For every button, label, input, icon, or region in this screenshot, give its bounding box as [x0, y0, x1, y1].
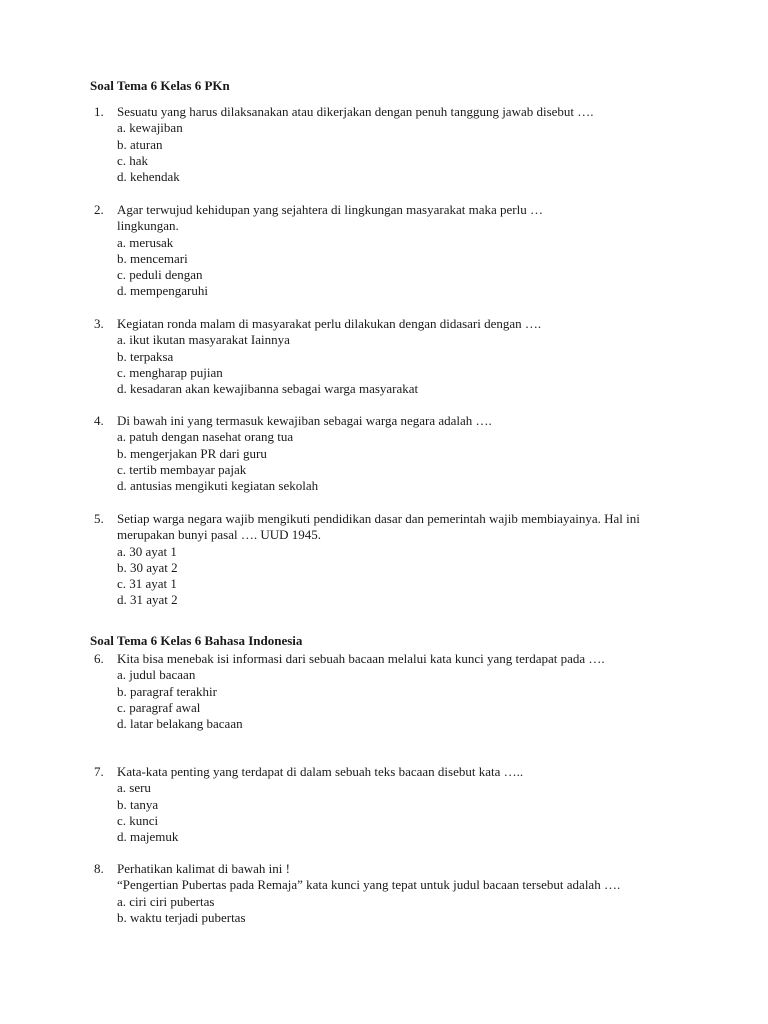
- option-d: d. majemuk: [117, 829, 179, 845]
- option-a: a. patuh dengan nasehat orang tua: [117, 429, 294, 445]
- option-a: a. 30 ayat 1: [117, 543, 177, 559]
- option-c: c. peduli dengan: [117, 267, 203, 283]
- option-d: d. latar belakang bacaan: [117, 716, 243, 732]
- option-b: b. mengerjakan PR dari guru: [117, 445, 267, 461]
- question-number: 3.: [94, 316, 104, 331]
- question-text: Agar terwujud kehidupan yang sejahtera di lingkungan masyarakat maka perlu … lingkungan.: [117, 202, 543, 234]
- question-text: Sesuatu yang harus dilaksanakan atau dikerjakan dengan penuh tanggung jawab disebut ….: [117, 104, 594, 119]
- option-a: a. judul bacaan: [117, 667, 196, 683]
- question-number: 6.: [94, 651, 104, 666]
- option-d: d. antusias mengikuti kegiatan sekolah: [117, 478, 319, 494]
- question-number: 8.: [94, 861, 104, 876]
- question-text: Perhatikan kalimat di bawah ini !: [117, 861, 290, 876]
- question-number: 1.: [94, 104, 104, 119]
- question-2: [94, 202, 694, 300]
- option-a: a. kewajiban: [117, 120, 183, 136]
- option-d: d. kesadaran akan kewajibanna sebagai warga masyarakat: [117, 381, 419, 397]
- option-c: c. tertib membayar pajak: [117, 461, 247, 477]
- section-title-pkn: Soal Tema 6 Kelas 6 PKn: [90, 78, 230, 93]
- question-number: 7.: [94, 764, 104, 779]
- option-b: b. aturan: [117, 136, 163, 152]
- question-text: Kata-kata penting yang terdapat di dalam sebuah teks bacaan disebut kata …..: [117, 764, 524, 779]
- option-a: a. merusak: [117, 234, 174, 250]
- question-8: [94, 861, 694, 926]
- question-3: [94, 316, 694, 397]
- question-text: Kita bisa menebak isi informasi dari sebuah bacaan melalui kata kunci yang terdapat pada ….: [117, 651, 605, 666]
- option-b: b. mencemari: [117, 250, 188, 266]
- option-c: c. paragraf awal: [117, 699, 201, 715]
- option-c: c. mengharap pujian: [117, 364, 223, 380]
- question-number: 4.: [94, 413, 104, 428]
- option-c: c. kunci: [117, 812, 159, 828]
- question-text: Di bawah ini yang termasuk kewajiban sebagai warga negara adalah ….: [117, 413, 492, 428]
- option-a: a. ciri ciri pubertas: [117, 893, 215, 909]
- question-text: Kegiatan ronda malam di masyarakat perlu dilakukan dengan didasari dengan ….: [117, 316, 542, 331]
- section-title-bahasa-indonesia: Soal Tema 6 Kelas 6 Bahasa Indonesia: [90, 633, 303, 648]
- option-b: b. paragraf terakhir: [117, 683, 217, 699]
- question-text: Setiap warga negara wajib mengikuti pendidikan dasar dan pemerintah wajib membiayainya. Hal ini merupakan bunyi pasal …. UUD 1945.: [117, 511, 640, 543]
- option-c: c. 31 ayat 1: [117, 576, 177, 592]
- option-b: b. waktu terjadi pubertas: [117, 909, 246, 925]
- option-b: b. 30 ayat 2: [117, 559, 178, 575]
- question-1: [94, 104, 694, 185]
- option-d: d. kehendak: [117, 169, 180, 185]
- question-6: [94, 651, 694, 732]
- option-d: d. mempengaruhi: [117, 283, 208, 299]
- option-b: b. terpaksa: [117, 348, 174, 364]
- question-4: [94, 413, 694, 494]
- option-d: d. 31 ayat 2: [117, 592, 178, 608]
- question-number: 5.: [94, 511, 104, 526]
- question-text-quote: “Pengertian Pubertas pada Remaja” kata kunci yang tepat untuk judul bacaan tersebut adalah ….: [117, 877, 621, 893]
- option-b: b. tanya: [117, 796, 159, 812]
- question-7: [94, 764, 694, 845]
- question-5: [94, 511, 694, 609]
- option-c: c. hak: [117, 152, 149, 168]
- question-number: 2.: [94, 202, 104, 217]
- option-a: a. ikut ikutan masyarakat Iainnya: [117, 332, 290, 348]
- option-a: a. seru: [117, 780, 151, 796]
